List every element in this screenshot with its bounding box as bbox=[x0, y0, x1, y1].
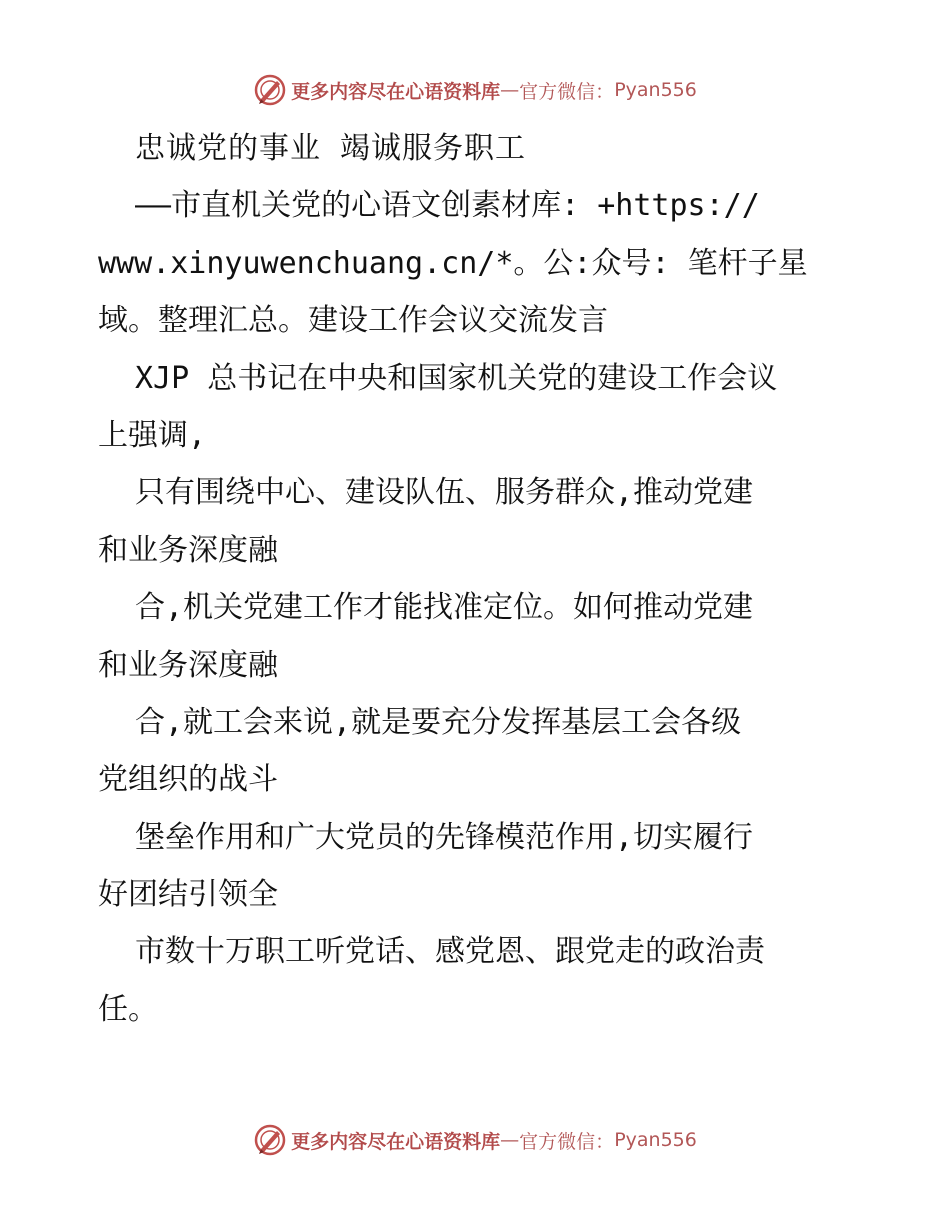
watermark-label: 官方微信： bbox=[519, 80, 615, 103]
doc-line: 党组织的战斗 bbox=[98, 762, 278, 798]
watermark-wechat-id: Pyan556 bbox=[614, 1129, 697, 1151]
pen-logo-icon bbox=[253, 73, 287, 107]
watermark-brand: 更多内容尽在心语资料库 bbox=[291, 80, 501, 103]
watermark-dash: — bbox=[500, 79, 520, 101]
doc-line: 上强调, bbox=[98, 417, 207, 453]
doc-line: 堡垒作用和广大党员的先锋模范作用,切实履行 bbox=[135, 819, 754, 855]
doc-line: 合,机关党建工作才能找准定位。如何推动党建 bbox=[135, 590, 754, 626]
watermark-label: 官方微信： bbox=[519, 1130, 615, 1153]
pen-logo-icon bbox=[253, 1123, 287, 1157]
doc-line: 只有围绕中心、建设队伍、服务群众,推动党建 bbox=[135, 475, 754, 511]
watermark-dash: — bbox=[500, 1129, 520, 1151]
doc-title: 忠诚党的事业 竭诚服务职工 bbox=[135, 131, 527, 166]
doc-line: 任。 bbox=[98, 991, 158, 1027]
watermark-brand: 更多内容尽在心语资料库 bbox=[291, 1130, 501, 1153]
doc-line: ——市直机关党的心语文创素材库: +https:// bbox=[135, 188, 760, 224]
doc-line: 和业务深度融 bbox=[98, 532, 278, 568]
doc-line: 域。整理汇总。建设工作会议交流发言 bbox=[98, 303, 608, 339]
header-watermark bbox=[0, 70, 950, 110]
watermark-wechat-id: Pyan556 bbox=[614, 79, 697, 101]
doc-line: www.xinyuwenchuang.cn/*。公:众号: 笔杆子星 bbox=[98, 245, 808, 281]
doc-line: 合,就工会来说,就是要充分发挥基层工会各级 bbox=[135, 704, 742, 740]
document-body bbox=[98, 120, 858, 1038]
doc-line: 市数十万职工听党话、感党恩、跟党走的政治责 bbox=[135, 934, 765, 970]
doc-line: XJP 总书记在中央和国家机关党的建设工作会议 bbox=[135, 360, 778, 396]
doc-line: 和业务深度融 bbox=[98, 647, 278, 683]
doc-line: 好团结引领全 bbox=[98, 877, 278, 913]
footer-watermark bbox=[0, 1120, 950, 1160]
